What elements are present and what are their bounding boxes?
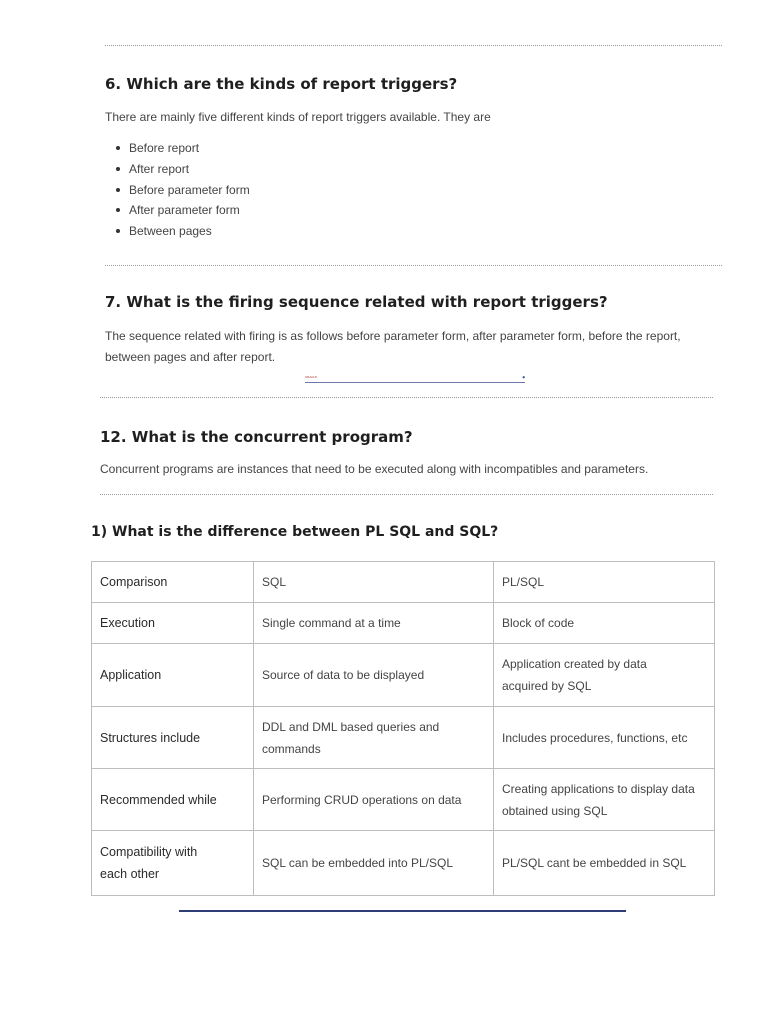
cell-line: Includes procedures, functions, etc — [502, 730, 688, 745]
sql-cell — [254, 644, 494, 707]
cell-line: Application — [100, 668, 162, 682]
plsql-cell — [494, 831, 715, 896]
table-row — [92, 707, 715, 769]
list-item — [105, 221, 505, 242]
q12-heading: 12. What is the concurrent program? — [100, 428, 413, 446]
table-header-row — [92, 562, 715, 603]
top-divider — [105, 45, 722, 46]
cell-line: acquired by SQL — [502, 679, 592, 693]
cell-line: commands — [262, 741, 321, 756]
bullet-icon — [116, 229, 120, 233]
table-row — [92, 769, 715, 831]
list-item-text: After parameter form — [129, 203, 240, 218]
cell-line: Source of data to be displayed — [262, 668, 425, 682]
cell-line: obtained using SQL — [502, 803, 608, 818]
sql-cell — [254, 603, 494, 644]
q6-heading: 6. Which are the kinds of report triggers? — [105, 75, 458, 93]
list-item — [105, 138, 505, 159]
comparison-table — [91, 561, 715, 896]
sql-cell — [254, 769, 494, 831]
q7-divider — [100, 397, 713, 398]
cell-line: Block of code — [502, 616, 575, 630]
banner-logo: ORACLE — [305, 375, 317, 379]
sql-cell — [254, 707, 494, 769]
cell-line: Compatibility with — [100, 845, 198, 859]
header-cell: PL/SQL — [494, 562, 715, 603]
list-item — [105, 200, 505, 221]
q6-intro: There are mainly five different kinds of report triggers available. They are — [105, 110, 491, 124]
cell-line: Execution — [100, 616, 155, 630]
q6-divider — [105, 265, 722, 266]
cell-line: each other — [100, 867, 160, 881]
cell-line: Application created by data — [502, 657, 647, 671]
bullet-icon — [116, 167, 120, 171]
plsql-cell — [494, 769, 715, 831]
cell-line: Creating applications to display data — [502, 781, 695, 796]
list-item-text: Between pages — [129, 224, 212, 238]
cell-line: PL/SQL cant be embedded in SQL — [502, 856, 687, 870]
table-row — [92, 603, 715, 644]
bullet-icon — [116, 208, 120, 212]
cell-line: Recommended while — [100, 792, 217, 807]
plsql-cell — [494, 603, 715, 644]
cell-line: Performing CRUD operations on data — [262, 792, 462, 807]
row-label — [92, 603, 254, 644]
row-label — [92, 831, 254, 896]
table-row — [92, 644, 715, 707]
comparison-title: 1) What is the difference between PL SQL and SQL? — [91, 524, 499, 540]
row-label — [92, 707, 254, 769]
q6-trigger-list — [105, 138, 505, 242]
cell-line: Single command at a time — [262, 616, 401, 630]
header-cell: Comparison — [92, 562, 254, 603]
q7-paragraph-line2: between pages and after report. — [105, 350, 276, 364]
list-item — [105, 159, 505, 180]
embedded-banner-image — [305, 375, 525, 383]
bottom-rule — [179, 910, 626, 912]
bullet-icon — [116, 146, 120, 150]
cell-line: SQL can be embedded into PL/SQL — [262, 856, 454, 870]
row-label — [92, 644, 254, 707]
q7-paragraph-line1: The sequence related with firing is as follows before parameter form, after parameter form, before the report, — [105, 329, 681, 343]
list-item-text: Before report — [129, 141, 200, 155]
cell-line: Structures include — [100, 730, 201, 745]
bullet-icon — [116, 188, 120, 192]
sql-cell — [254, 831, 494, 896]
plsql-cell — [494, 644, 715, 707]
q7-heading: 7. What is the firing sequence related with report triggers? — [105, 293, 608, 311]
q12-paragraph: Concurrent programs are instances that need to be executed along with incompatibles and parameters. — [100, 462, 649, 476]
banner-mark: ● — [522, 375, 525, 379]
q12-divider — [100, 494, 713, 495]
list-item — [105, 180, 505, 201]
header-cell: SQL — [254, 562, 494, 603]
cell-line: DDL and DML based queries and — [262, 719, 440, 734]
table-row — [92, 831, 715, 896]
list-item-text: After report — [129, 161, 190, 176]
plsql-cell — [494, 707, 715, 769]
list-item-text: Before parameter form — [129, 182, 250, 197]
row-label — [92, 769, 254, 831]
